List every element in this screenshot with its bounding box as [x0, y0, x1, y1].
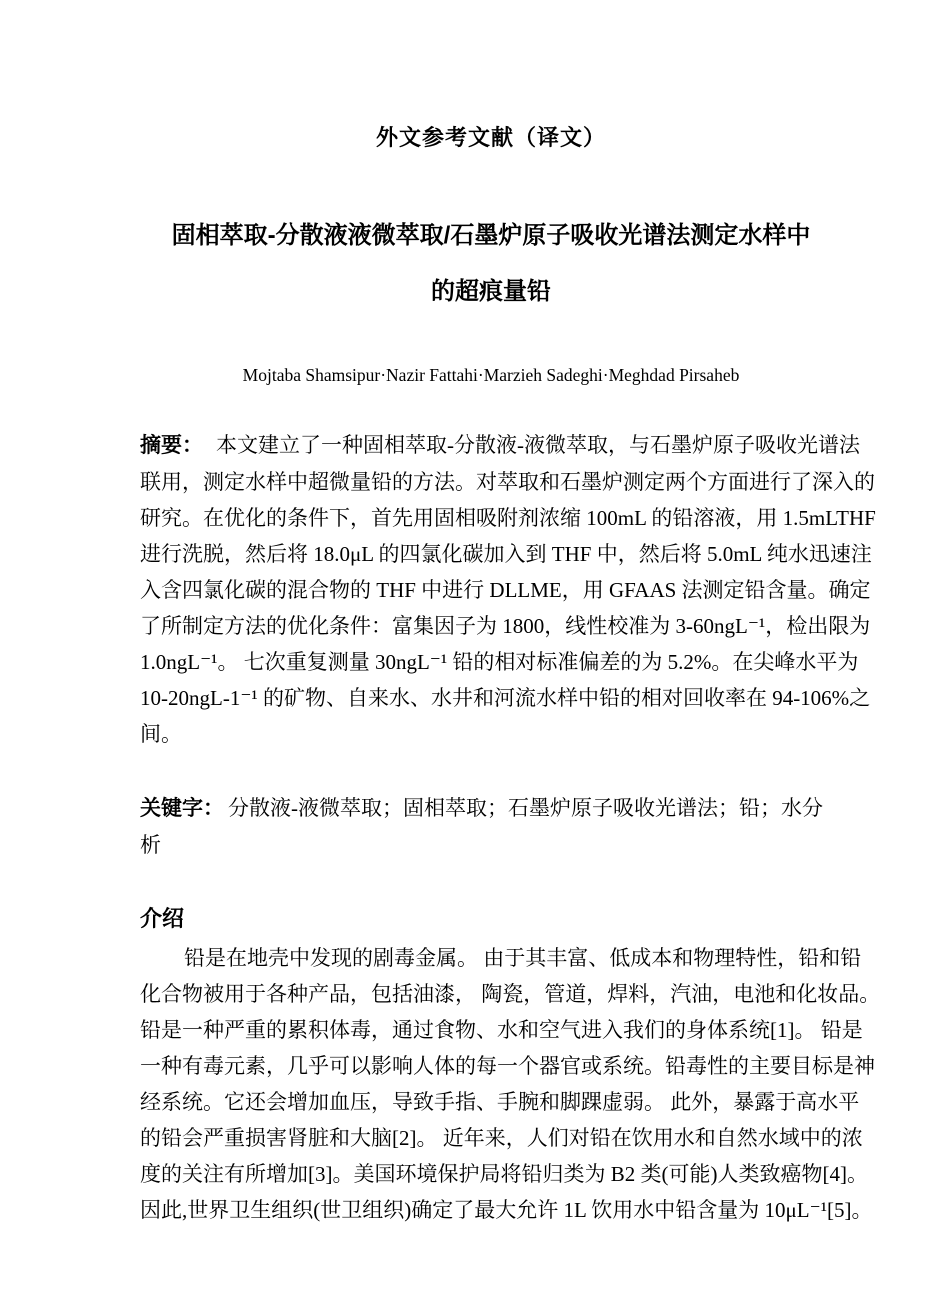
paper-title-line: 的超痕量铅	[431, 278, 551, 305]
abstract-label: 摘要：	[140, 434, 203, 457]
introduction-text-line: 度的关注有所增加[3]。美国环境保护局将铅归类为 B2 类(可能)人类致癌物[4]。	[140, 1162, 868, 1186]
keywords-line	[140, 790, 842, 863]
abstract-text-line: 研究。在优化的条件下，首先用固相吸附剂浓缩 100mL 的铅溶液，用 1.5mLTHF	[140, 506, 876, 530]
introduction-text-line: 化合物被用于各种产品，包括油漆， 陶瓷，管道，焊料，汽油，电池和化妆品。	[140, 982, 881, 1006]
introduction-text-line: 铅是一种严重的累积体毒，通过食物、水和空气进入我们的身体系统[1]。 铅是	[140, 1018, 863, 1042]
abstract-text-line: 1.0ngL⁻¹。 七次重复测量 30ngL⁻¹ 铅的相对标准偏差的为 5.2%。在尖峰水平为	[140, 650, 859, 674]
keywords-label: 关键字：	[140, 797, 224, 820]
introduction-text-line: 的铅会严重损害肾脏和大脑[2]。 近年来，人们对铅在饮用水和自然水域中的浓	[140, 1126, 863, 1150]
introduction-text-line: 铅是在地壳中发现的剧毒金属。 由于其丰富、低成本和物理特性，铅和铅	[184, 946, 862, 970]
section-heading-introduction: 介绍	[140, 906, 185, 931]
authors-line: Mojtaba Shamsipur·Nazir Fattahi·Marzieh Sadeghi·Meghdad Pirsaheb	[242, 365, 740, 385]
abstract-text-line: 联用，测定水样中超微量铅的方法。对萃取和石墨炉测定两个方面进行了深入的	[140, 470, 875, 494]
paper-title	[140, 208, 842, 320]
abstract-text-line: 10-20ngL-1⁻¹ 的矿物、自来水、水井和河流水样中铅的相对回收率在 94-106%之	[140, 686, 871, 710]
abstract-paragraph	[140, 427, 876, 752]
abstract-first-line	[140, 427, 860, 464]
abstract-text-line: 进行洗脱，然后将 18.0μL 的四氯化碳加入到 THF 中，然后将 5.0mL 纯水迅速注	[140, 542, 872, 566]
document-header-title: 外文参考文献（译文）	[375, 125, 606, 150]
abstract-text-line: 入含四氯化碳的混合物的 THF 中进行 DLLME，用 GFAAS 法测定铅含量。确定	[140, 578, 871, 602]
introduction-text-line: 经系统。它还会增加血压，导致手指、手腕和脚踝虚弱。 此外，暴露于高水平	[140, 1090, 860, 1114]
introduction-paragraph	[140, 940, 881, 1228]
abstract-text-line: 了所制定方法的优化条件：富集因子为 1800，线性校准为 3-60ngL⁻¹，检出限为	[140, 614, 871, 638]
abstract-text-line: 间。	[140, 722, 182, 746]
keywords-text: 分散液-液微萃取；固相萃取；石墨炉原子吸收光谱法；铅；水分析	[140, 796, 823, 857]
introduction-text-line: 因此,世界卫生组织(世卫组织)确定了最大允许 1L 饮用水中铅含量为 10μL⁻¹[5]。	[140, 1198, 873, 1222]
paper-title-line: 固相萃取-分散液液微萃取/石墨炉原子吸收光谱法测定水样中	[171, 222, 811, 249]
introduction-text-line: 一种有毒元素，几乎可以影响人体的每一个器官或系统。铅毒性的主要目标是神	[140, 1054, 875, 1078]
abstract-lines	[140, 464, 876, 752]
abstract-first-line-text: 本文建立了一种固相萃取-分散液-液微萃取，与石墨炉原子吸收光谱法	[216, 433, 860, 457]
